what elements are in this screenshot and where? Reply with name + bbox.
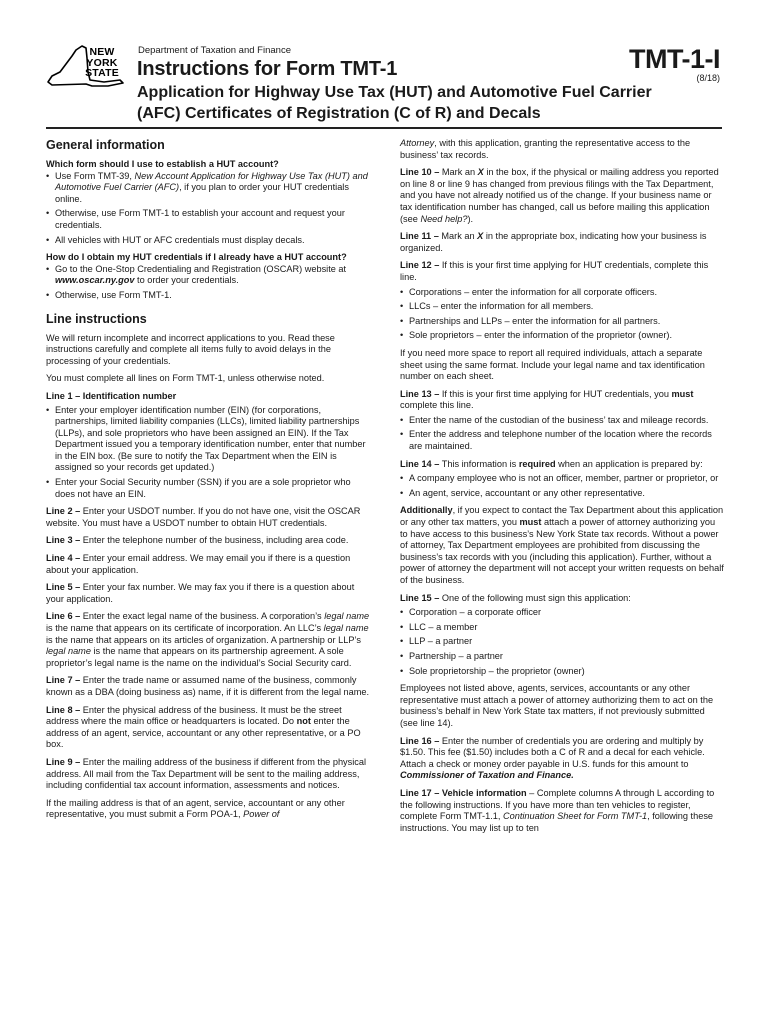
line-11-text: Line 11 – Mark an X in the appropriate box, indicating how your business is organized. (400, 231, 707, 253)
line-instructions-heading: Line instructions (46, 311, 147, 326)
paragraph: You must complete all lines on Form TMT-1, unless otherwise noted. (46, 373, 325, 384)
question-obtain-credentials: How do I obtain my HUT credentials if I already have a HUT account? (46, 252, 347, 263)
list-item: • Otherwise, use Form TMT-1 to establish your account and request your credentials. (46, 208, 371, 231)
paragraph: We will return incomplete and incorrect applications to you. Read these instructions carefully and complete all items fully to avoid delays in the processing of your credentials. (46, 332, 335, 366)
line-1-heading: Line 1 – Identification number (46, 390, 177, 401)
list-item: • LLC – a member (400, 622, 725, 634)
page-title: Instructions for Form TMT-1 (137, 58, 398, 80)
list-item: • Enter the address and telephone number of the location where the records are maintained. (400, 429, 725, 452)
line-16-text: Line 16 – Enter the number of credentials you are ordering and multiply by $1.50. This fee ($1.50) includes both a C of R and a decal for each vehicle. Attach a check or money order payable in U.S. funds for this amount to Commissioner of Taxation and Finance. (400, 735, 705, 781)
question-which-form: Which form should I use to establish a HUT account? (46, 159, 279, 169)
left-column (46, 138, 371, 827)
form-date: (8/18) (696, 73, 720, 83)
department-name: Department of Taxation and Finance (138, 45, 291, 56)
general-information-heading: General information (46, 138, 165, 152)
line-4-text: Line 4 – Enter your email address. We may email you if there is a question about your application. (46, 553, 351, 575)
line-5-text: Line 5 – Enter your fax number. We may fax you if there is a question about your application. (46, 582, 355, 604)
list-item: • LLCs – enter the information for all members. (400, 301, 725, 313)
list-item: • Corporations – enter the information for all corporate officers. (400, 287, 725, 299)
line-14-list (400, 473, 725, 499)
line-6-text: Line 6 – Enter the exact legal name of the business. A corporation’s legal name is the name that appears on its certificate of incorporation. An LLC’s legal name is the name that appears on its articles of organization. A partnership or LLP’s legal name is the name that appears on its partnership agreement. A sole proprietor’s legal name is the name on the individual’s Social Security card. (46, 611, 370, 668)
list-item: • LLP – a partner (400, 636, 725, 648)
list-item: • Partnership – a partner (400, 651, 725, 663)
form-number: TMT-1-I (629, 44, 720, 74)
page-subtitle: Application for Highway Use Tax (HUT) and Automotive Fuel Carrier (AFC) Certificates of Registration (C of R) and Decals (137, 84, 652, 122)
list-item: • Sole proprietors – enter the information of the proprietor (owner). (400, 330, 725, 342)
line-1-list (46, 405, 371, 501)
line-12-text: Line 12 – If this is your first time applying for HUT credentials, complete this line. (400, 260, 709, 282)
line-7-text: Line 7 – Enter the trade name or assumed name of the business, commonly known as a DBA (doing business as) name, if it is different from the legal name. (46, 675, 370, 697)
paragraph: If you need more space to report all required individuals, attach a separate sheet using the same format. Include your legal name and tax identification number on each sheet. (400, 347, 705, 382)
list-item: • Sole proprietorship – the proprietor (owner) (400, 666, 725, 678)
list-item: • Enter your employer identification number (EIN) (for corporations, partnerships, limited liability companies (LLCs), limited liability partnerships (LLPs), and sole proprietors who have been assigned an EIN). If the Tax Department issued you a temporary identification number, enter that number in the EIN box. (Be sure to notify the Tax Department when the EIN is assigned so your records get updated.) (46, 405, 371, 475)
list-item: • Enter the name of the custodian of the business’ tax and mileage records. (400, 415, 725, 427)
list-item: • An agent, service, accountant or any other representative. (400, 488, 725, 500)
line-13-list (400, 415, 725, 453)
list-item: • A company employee who is not an officer, member, partner or proprietor, or (400, 473, 725, 485)
continued-text: Attorney, with this application, granting the representative access to the business’ tax records. (400, 138, 691, 160)
line-17-text: Line 17 – Vehicle information – Complete columns A through L according to the following instructions. If you have more than ten vehicles to register, complete Form TMT-1.1, Continuation Sheet for Form TMT-1, following these instructions. You may list up to ten (400, 787, 715, 833)
line-2-text: Line 2 – Enter your USDOT number. If you do not have one, visit the OSCAR website. You must have a USDOT number to obtain HUT credentials. (46, 506, 361, 528)
line-9-mailing-note: If the mailing address is that of an agent, service, accountant or any other representative, you must submit a Form POA-1, Power of (46, 797, 345, 820)
right-column (400, 138, 725, 840)
list-item: • Partnerships and LLPs – enter the information for all partners. (400, 316, 725, 328)
line-15-text: Line 15 – One of the following must sign this application: (400, 592, 631, 603)
list-item: • All vehicles with HUT or AFC credentials must display decals. (46, 235, 371, 247)
header-divider (46, 127, 722, 129)
logo-text: NEW YORK STATE (85, 46, 119, 79)
list-item: • Corporation – a corporate officer (400, 607, 725, 619)
list-item: • Go to the One-Stop Credentialing and Registration (OSCAR) website at www.oscar.ny.gov to order your credentials. (46, 264, 371, 287)
nys-logo (46, 42, 126, 88)
line-8-text: Line 8 – Enter the physical address of the business. It must be the street address where the main office or headquarters is located. Do not enter the address of an agent, service, accountant or any other representative, or a PO box. (46, 704, 361, 750)
list-item: • Otherwise, use Form TMT-1. (46, 290, 371, 302)
obtain-credentials-list (46, 264, 371, 302)
line-3-text: Line 3 – Enter the telephone number of the business, including area code. (46, 535, 349, 546)
line-15-list (400, 607, 725, 677)
oscar-website-link[interactable]: www.oscar.ny.gov (55, 275, 135, 286)
line-14-text: Line 14 – This information is required when an application is prepared by: (400, 458, 703, 469)
line-10-text: Line 10 – Mark an X in the box, if the physical or mailing address you reported on line 8 or line 9 has changed from previous filings with the Tax Department, and you have not already notified us of the change. If your business name or tax identification number has changed, call us before mailing this application (see Need help?). (400, 167, 719, 224)
additionally-paragraph: Additionally, if you expect to contact the Tax Department about this application or any other tax matters, you must attach a power of attorney authorizing you to have access to this business’s New York State tax records. Without a power of attorney, Tax Department employees are prohibited from discussing the business’s tax records with you (including this application). Further, without a power of attorney the department will not accept your written requests on behalf of the business. (400, 505, 724, 585)
list-item: • Enter your Social Security number (SSN) if you are a sole proprietor who does not have an EIN. (46, 477, 371, 500)
list-item: • Use Form TMT-39, New Account Application for Highway Use Tax (HUT) and Automotive Fuel Carrier (AFC), if you plan to order your HUT credentials online. (46, 171, 371, 206)
line-13-text: Line 13 – If this is your first time applying for HUT credentials, you must complete this line. (400, 388, 694, 411)
paragraph: Employees not listed above, agents, services, accountants or any other representative must attach a power of attorney authorizing them to act on the business’s behalf in New York State tax matters, if not previously submitted (see line 14). (400, 683, 714, 728)
which-form-list (46, 171, 371, 247)
line-12-list (400, 287, 725, 342)
line-9-text: Line 9 – Enter the mailing address of the business if different from the physical address. All mail from the Tax Department will be sent to the mailing address, including confidential tax account information, assessments and notices. (46, 756, 367, 791)
